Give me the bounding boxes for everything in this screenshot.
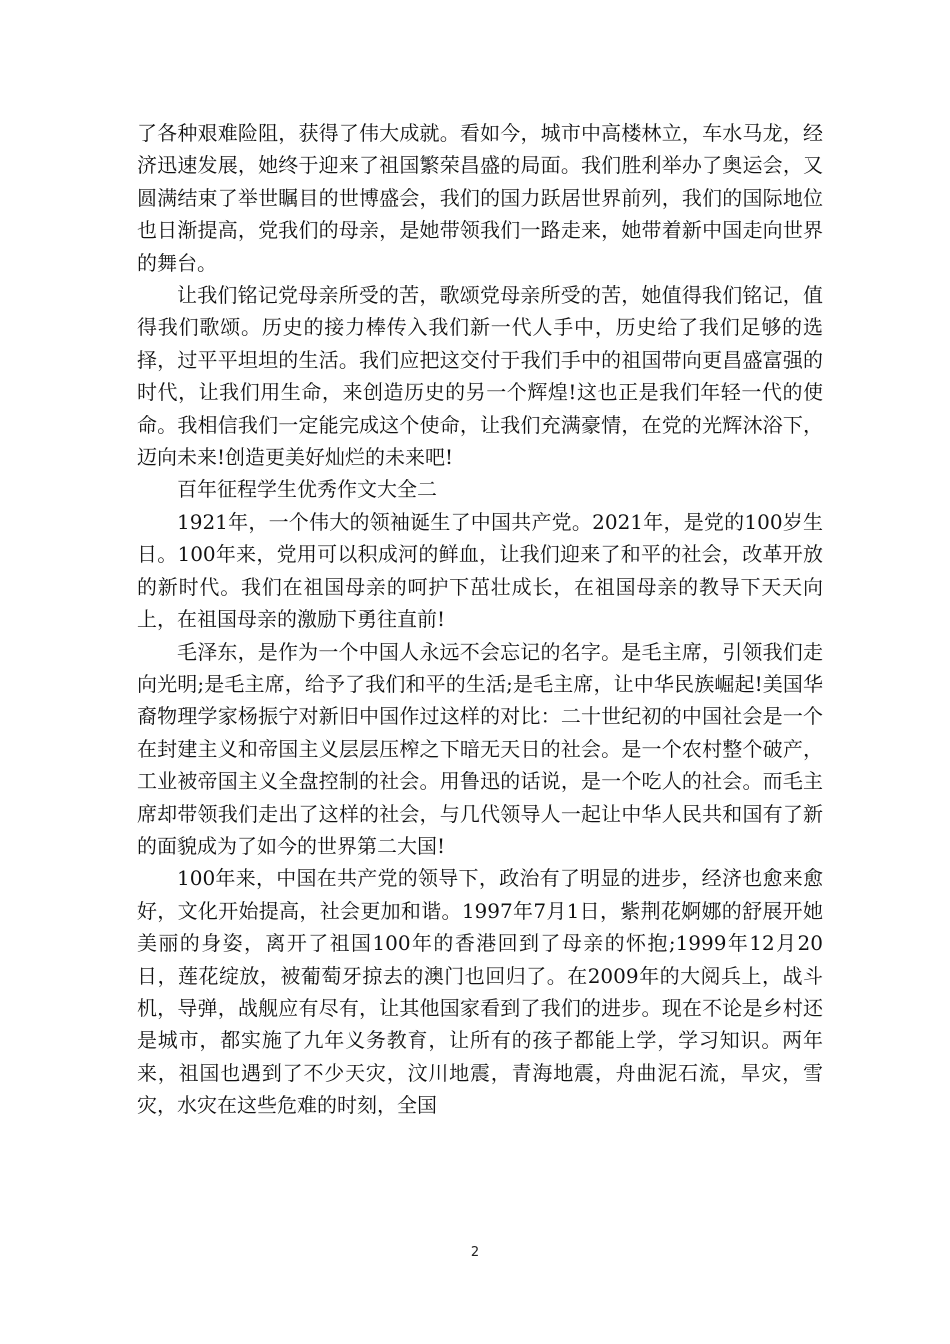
section-heading: 百年征程学生优秀作文大全二 — [177, 477, 437, 502]
document-body — [137, 117, 823, 1122]
page-number: 2 — [470, 1245, 480, 1260]
paragraph: 了各种艰难险阻，获得了伟大成就。看如今，城市中高楼林立，车水马龙，经济迅速发展，她终于迎来了祖国繁荣昌盛的局面。我们胜利举办了奥运会，又圆满结束了举世瞩目的世博盛会，我们的国力跃居世界前列，我们的国际地位也日渐提高，党我们的母亲，是她带领我们一路走来，她带着新中国走向世界的舞台。 — [137, 121, 823, 275]
paragraph: 1921年，一个伟大的领袖诞生了中国共产党。2021年，是党的100岁生日。100年来，党用可以积成河的鲜血，让我们迎来了和平的社会，改革开放的新时代。我们在祖国母亲的呵护下茁壮成长，在祖国母亲的教导下天天向上，在祖国母亲的激励下勇往直前! — [137, 509, 823, 632]
paragraph: 毛泽东，是作为一个中国人永远不会忘记的名字。是毛主席，引领我们走向光明;是毛主席，给予了我们和平的生活;是毛主席，让中华民族崛起!美国华裔物理学家杨振宁对新旧中国作过这样的对比：二十世纪初的中国社会是一个在封建主义和帝国主义层层压榨之下暗无天日的社会。是一个农村整个破产，工业被帝国主义全盘控制的社会。用鲁迅的话说，是一个吃人的社会。而毛主席却带领我们走出了这样的社会，与几代领导人一起让中华人民共和国有了新的面貌成为了如今的世界第二大国! — [137, 639, 823, 858]
paragraph: 100年来，中国在共产党的领导下，政治有了明显的进步，经济也愈来愈好，文化开始提高，社会更加和谐。1997年7月1日，紫荆花婀娜的舒展开她美丽的身姿，离开了祖国100年的香港回到了母亲的怀抱;1999年12月20日，莲花绽放，被葡萄牙掠去的澳门也回归了。在2009年的大阅兵上，战斗机，导弹，战舰应有尽有，让其他国家看到了我们的进步。现在不论是乡村还是城市，都实施了九年义务教育，让所有的孩子都能上学，学习知识。两年来，祖国也遇到了不少天灾，汶川地震，青海地震，舟曲泥石流，旱灾，雪灾，水灾在这些危难的时刻，全国 — [137, 866, 823, 1118]
paragraph: 让我们铭记党母亲所受的苦，歌颂党母亲所受的苦，她值得我们铭记，值得我们歌颂。历史的接力棒传入我们新一代人手中，历史给了我们足够的选择，过平平坦坦的生活。我们应把这交付于我们手中的祖国带向更昌盛富强的时代，让我们用生命，来创造历史的另一个辉煌!这也正是我们年轻一代的使命。我相信我们一定能完成这个使命，让我们充满豪情，在党的光辉沐浴下，迈向未来!创造更美好灿烂的未来吧! — [137, 283, 823, 470]
